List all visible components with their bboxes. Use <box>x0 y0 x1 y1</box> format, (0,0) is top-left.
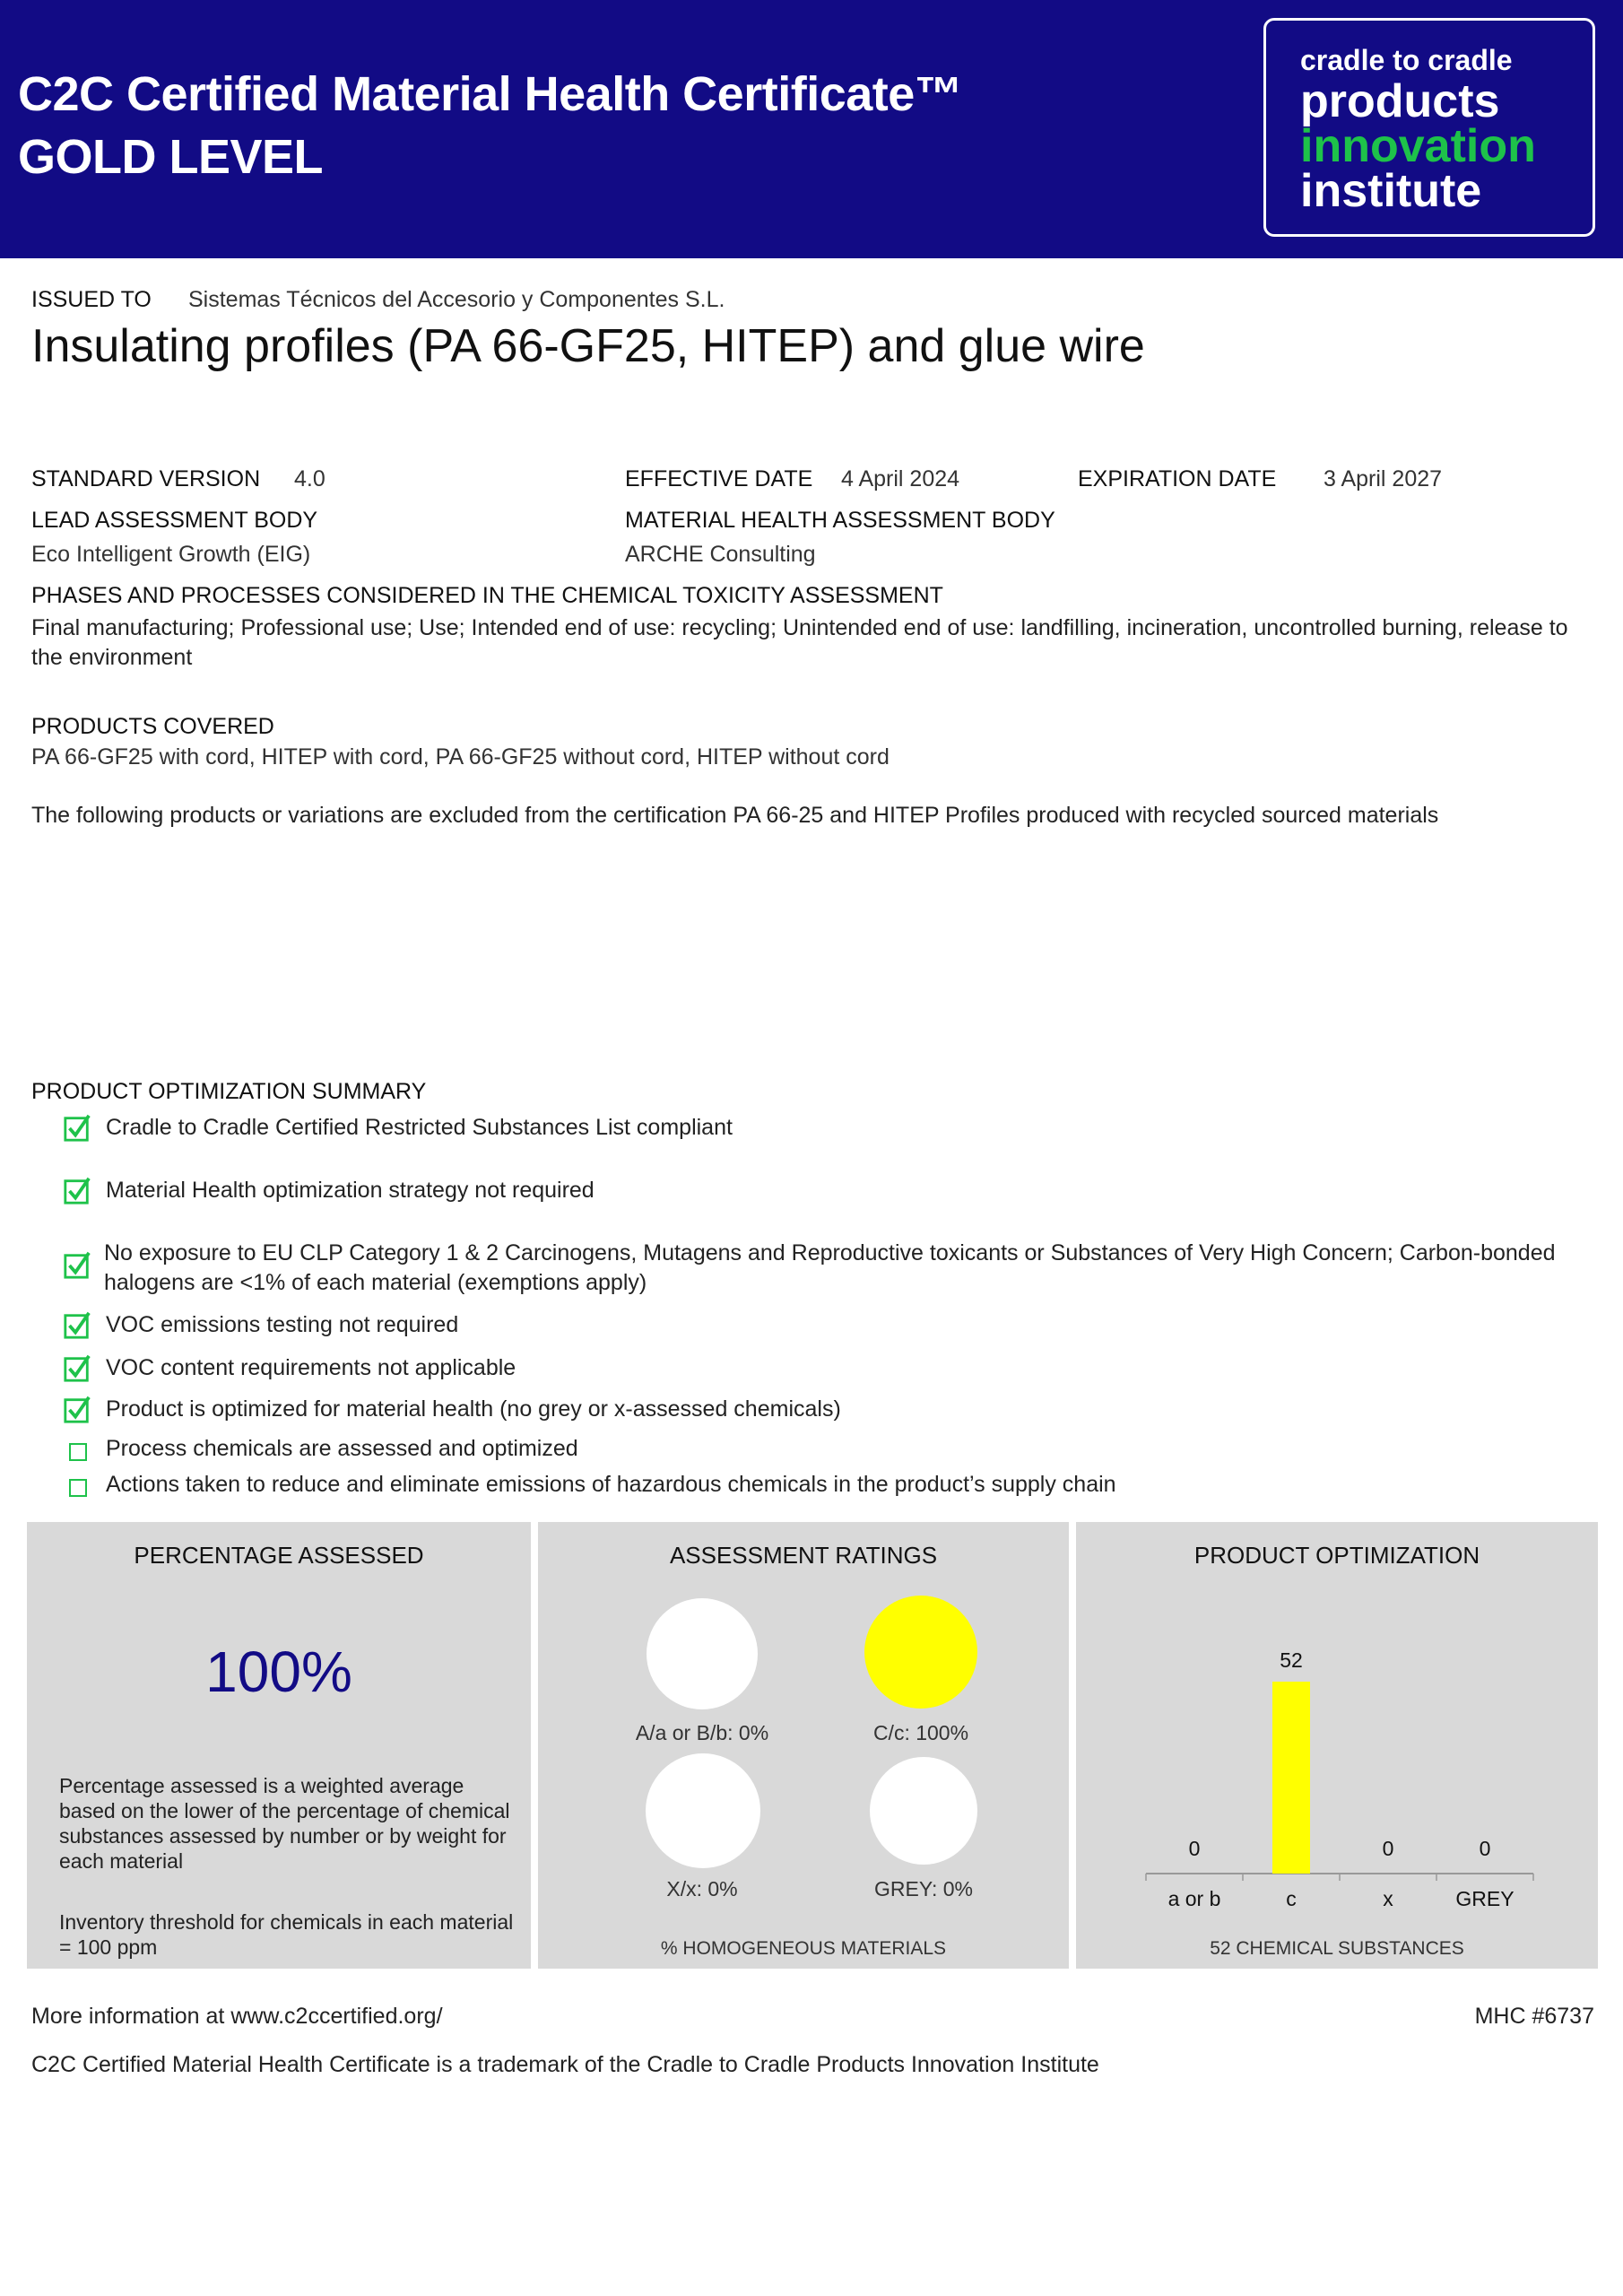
threshold-note: Inventory threshold for chemicals in each material = 100 ppm <box>59 1910 514 1959</box>
tick-label: a or b <box>1167 1887 1221 1910</box>
rating-x-circle <box>646 1753 760 1868</box>
checked-box-icon <box>63 1114 91 1143</box>
summary-label: PRODUCT OPTIMIZATION SUMMARY <box>31 1079 427 1104</box>
c2c-logo <box>1263 18 1595 237</box>
rating-ab-label: A/a or B/b: 0% <box>635 1721 769 1744</box>
mh-body-label: MATERIAL HEALTH ASSESSMENT BODY <box>625 508 1055 533</box>
logo-line4: institute <box>1300 165 1482 217</box>
expiration-date-label: EXPIRATION DATE <box>1078 466 1277 491</box>
data-label: 52 <box>1280 1648 1303 1672</box>
percentage-value: 100% <box>205 1639 352 1704</box>
phases-value: Final manufacturing; Professional use; Use; Intended end of use: recycling; Unintended end of use: landfilling, incineration, uncontrolled burning, release to the environment <box>31 615 1568 670</box>
header-banner <box>0 0 1623 258</box>
summary-item: Process chemicals are assessed and optimized <box>106 1436 578 1461</box>
standard-version-value: 4.0 <box>294 466 325 491</box>
product-title: Insulating profiles (PA 66-GF25, HITEP) and glue wire <box>31 320 1145 372</box>
checked-box-icon <box>63 1354 91 1383</box>
checked-box-icon <box>63 1177 91 1205</box>
tick-label: GREY <box>1455 1887 1515 1910</box>
rating-c-circle <box>864 1596 977 1709</box>
tick-label: x <box>1383 1887 1393 1910</box>
checked-box-icon <box>63 1251 91 1280</box>
data-label: 0 <box>1382 1837 1394 1860</box>
exclusion-note: The following products or variations are excluded from the certification PA 66-25 and HITEP Profiles produced with recycled sourced materials <box>31 803 1439 828</box>
unchecked-box-icon <box>69 1443 87 1461</box>
unchecked-box-icon <box>69 1479 87 1497</box>
lead-body-value: Eco Intelligent Growth (EIG) <box>31 542 311 567</box>
products-covered-label: PRODUCTS COVERED <box>31 714 274 739</box>
data-label: 0 <box>1188 1837 1201 1860</box>
summary-item: Product is optimized for material health (no grey or x-assessed chemicals) <box>106 1396 841 1422</box>
percentage-panel-title: PERCENTAGE ASSESSED <box>134 1542 424 1569</box>
logo-line3: innovation <box>1300 120 1536 172</box>
expiration-date-value: 3 April 2027 <box>1324 466 1443 491</box>
tick-label: c <box>1286 1887 1297 1910</box>
certificate-level: GOLD LEVEL <box>18 130 324 184</box>
summary-item: Actions taken to reduce and eliminate emissions of hazardous chemicals in the product’s supply chain <box>106 1472 1116 1497</box>
optimization-panel <box>1076 1522 1598 1969</box>
ratings-panel-title: ASSESSMENT RATINGS <box>669 1542 938 1569</box>
optimization-footer: 52 CHEMICAL SUBSTANCES <box>1210 1938 1464 1959</box>
certificate-title-line1: C2C Certified Material Health Certificate™ <box>18 67 963 121</box>
bar-c <box>1272 1682 1310 1874</box>
certificate-title <box>18 63 962 188</box>
rating-grey-circle <box>870 1757 977 1865</box>
percentage-note: Percentage assessed is a weighted average based on the lower of the percentage of chemical substances assessed by number or by weight for each material <box>59 1774 510 1873</box>
rating-ab-circle <box>647 1598 758 1709</box>
summary-item: No exposure to EU CLP Category 1 & 2 Carcinogens, Mutagens and Reproductive toxicants or Substances of Very High Concern; Carbon-bonded halogens are <1% of each material (exemptions apply) <box>104 1240 1556 1295</box>
data-label: 0 <box>1479 1837 1491 1860</box>
ratings-footer: % HOMOGENEOUS MATERIALS <box>660 1938 947 1959</box>
issued-to-label: ISSUED TO <box>31 287 152 312</box>
summary-item: Cradle to Cradle Certified Restricted Substances List compliant <box>106 1115 733 1140</box>
trademark-note: C2C Certified Material Health Certificate is a trademark of the Cradle to Cradle Products Innovation Institute <box>31 2052 1099 2077</box>
ratings-panel <box>538 1522 1069 1969</box>
more-info-link[interactable]: More information at www.c2ccertified.org/ <box>31 2004 443 2029</box>
products-covered-value: PA 66-GF25 with cord, HITEP with cord, PA 66-GF25 without cord, HITEP without cord <box>31 744 890 770</box>
checked-box-icon <box>63 1311 91 1340</box>
mhc-id: MHC #6737 <box>1474 2004 1594 2029</box>
phases-label: PHASES AND PROCESSES CONSIDERED IN THE CHEMICAL TOXICITY ASSESSMENT <box>31 583 943 608</box>
issued-to-company: Sistemas Técnicos del Accesorio y Componentes S.L. <box>188 287 725 312</box>
effective-date-label: EFFECTIVE DATE <box>625 466 813 491</box>
rating-x-label: X/x: 0% <box>666 1877 738 1900</box>
rating-grey-label: GREY: 0% <box>874 1877 973 1900</box>
lead-body-label: LEAD ASSESSMENT BODY <box>31 508 318 533</box>
rating-c-label: C/c: 100% <box>872 1721 969 1744</box>
summary-item: VOC content requirements not applicable <box>106 1355 516 1380</box>
standard-version-label: STANDARD VERSION <box>31 466 261 491</box>
summary-item: Material Health optimization strategy not required <box>106 1178 595 1203</box>
percentage-panel <box>27 1522 531 1969</box>
optimization-chart <box>1076 1522 1598 1935</box>
checked-box-icon <box>63 1396 91 1424</box>
optimization-panel-title: PRODUCT OPTIMIZATION <box>1193 1542 1480 1569</box>
logo-line2: products <box>1300 75 1500 127</box>
effective-date-value: 4 April 2024 <box>841 466 960 491</box>
mh-body-value: ARCHE Consulting <box>625 542 816 567</box>
summary-item: VOC emissions testing not required <box>106 1312 459 1337</box>
logo-line1: cradle to cradle <box>1300 44 1513 76</box>
